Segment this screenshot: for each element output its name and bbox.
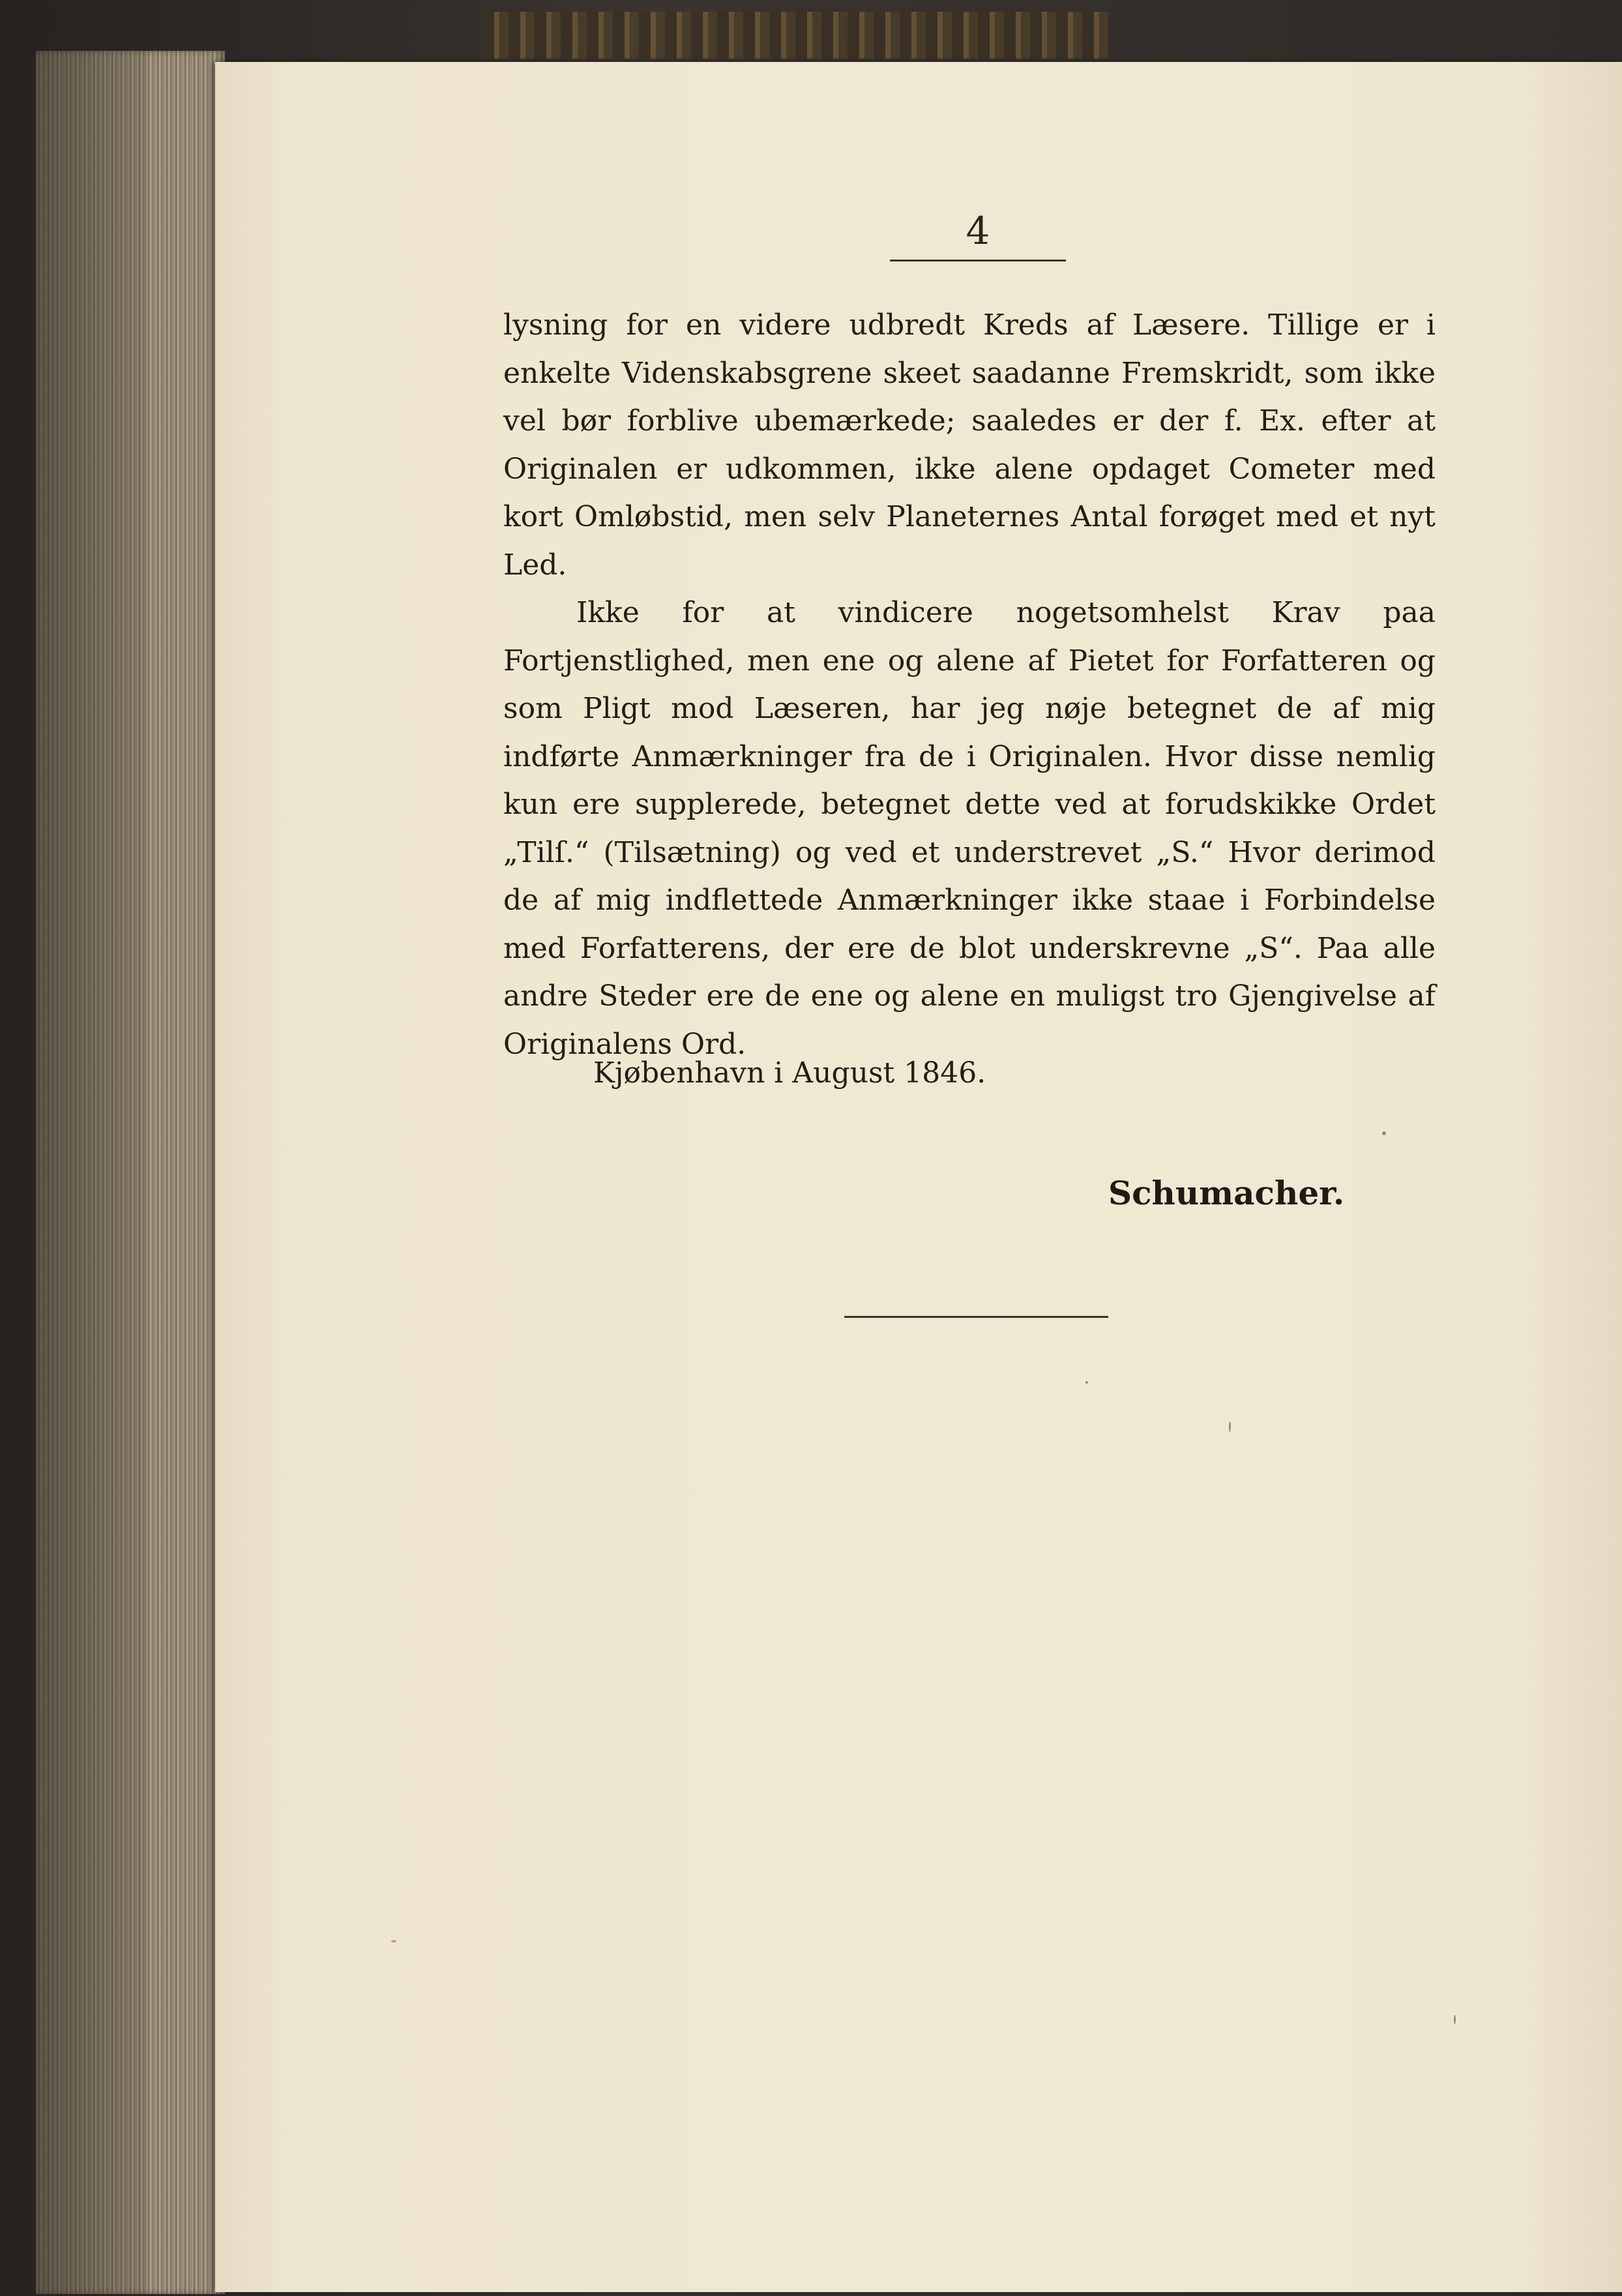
- paper-speck: [1229, 1422, 1231, 1432]
- header-rule: [890, 260, 1066, 261]
- paper-speck: [1454, 2015, 1456, 2024]
- page-stack-shadow: [36, 51, 147, 2294]
- author-signature: Schumacher.: [1108, 1174, 1345, 1212]
- paragraph-1: lysning for en videre udbredt Kreds af Læsere. Tillige er i enkelte Videnskabsgrene skeet saadanne Fremskridt, som ikke vel bør forblive ubemærkede; saaledes er der f. Ex. efter at Originalen er udkommen, ikke alene opdaget Cometer med kort Omløbstid, men selv Planeternes Antal forøget med et nyt Led.: [503, 308, 1436, 582]
- footer-rule: [844, 1316, 1108, 1318]
- book-cover-edge: [482, 12, 1108, 59]
- page-number: 4: [966, 209, 990, 253]
- paragraph-2: Ikke for at vindicere nogetsomhelst Krav paa Fortjenstlighed, men ene og alene af Pietet for Forfatteren og som Pligt mod Læseren, har jeg nøje betegnet de af mig indførte Anmærkninger fra de i Originalen. Hvor disse nemlig kun ere supplerede, betegnet dette ved at forudskikke Ordet „Tilſ.“ (Tilsætning) og ved et understrevet „S.“ Hvor derimod de af mig indflettede Anmærkninger ikke staae i Forbindelse med Forfatterens, der ere de blot underskrevne „S“. Paa alle andre Steder ere de ene og alene en muligst tro Gjengivelse af Originalens Ord.: [503, 596, 1436, 1061]
- paper-speck: [391, 1940, 396, 1943]
- place-date: Kjøbenhavn i August 1846.: [593, 1056, 986, 1090]
- paper-speck: [1382, 1131, 1386, 1135]
- body-text: [503, 301, 1436, 1068]
- paper-speck: [1085, 1381, 1088, 1384]
